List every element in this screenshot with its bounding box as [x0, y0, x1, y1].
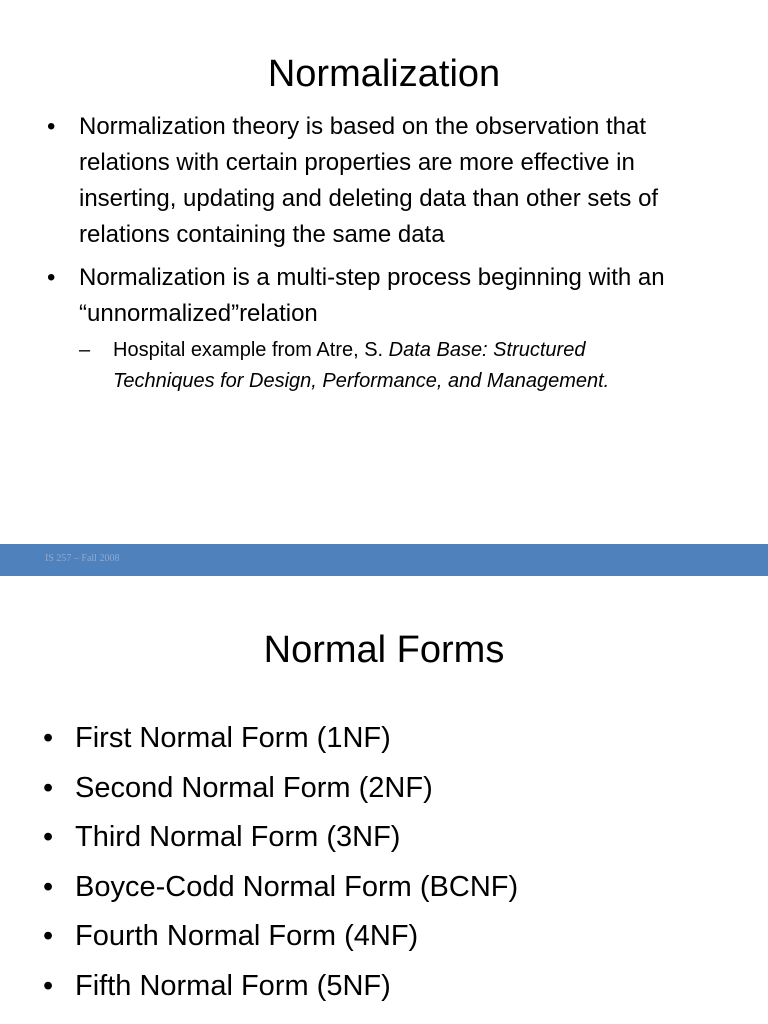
bullet-item: [43, 714, 723, 764]
bullet-item: [47, 109, 687, 253]
sub-bullet-list: [79, 335, 687, 397]
dash-icon: –: [79, 339, 91, 361]
bullet-icon: •: [43, 870, 54, 903]
bullet-item: [43, 863, 723, 913]
slide-title: Normalization: [267, 53, 501, 95]
sub-bullet-prefix: Hospital example from Atre, S.: [113, 339, 389, 361]
bullet-icon: •: [47, 113, 56, 140]
bullet-text: Normalization is a multi-step process beginning with an “unnormalized”relation: [79, 264, 665, 327]
bullet-icon: •: [47, 264, 56, 291]
bullet-text: Boyce-Codd Normal Form (BCNF): [75, 870, 519, 903]
bullet-text: Normalization theory is based on the observation that relations with certain properties are more effective in inserting, updating and deleting data than other sets of relations containing the same data: [79, 113, 659, 248]
bullet-icon: •: [43, 722, 54, 754]
footer-text: IS 257 – Fall 2008: [45, 553, 120, 564]
bullet-item: [43, 764, 723, 814]
citation-title: Data Base: Structured Techniques for Design, Performance, and Management.: [113, 339, 610, 392]
bullet-item: [43, 813, 723, 863]
bullet-list: [43, 714, 723, 1011]
bullet-text: Second Normal Form (2NF): [75, 771, 433, 804]
bullet-icon: •: [43, 771, 54, 804]
bullet-list: [47, 109, 687, 404]
bullet-text: Third Normal Form (3NF): [75, 821, 401, 853]
bullet-text: First Normal Form (1NF): [75, 722, 391, 754]
bullet-icon: •: [43, 821, 54, 853]
footer-band: [0, 544, 768, 576]
bullet-item: [47, 260, 687, 397]
bullet-text: Fourth Normal Form (4NF): [75, 920, 419, 952]
bullet-text: Fifth Normal Form (5NF): [75, 969, 391, 1002]
slide-title: Normal Forms: [263, 629, 505, 671]
slide-normal-forms: [0, 576, 768, 1024]
sub-bullet-item: [79, 335, 687, 397]
bullet-item: [43, 912, 723, 962]
bullet-icon: •: [43, 920, 54, 952]
bullet-icon: •: [43, 969, 54, 1002]
bullet-item: [43, 962, 723, 1012]
